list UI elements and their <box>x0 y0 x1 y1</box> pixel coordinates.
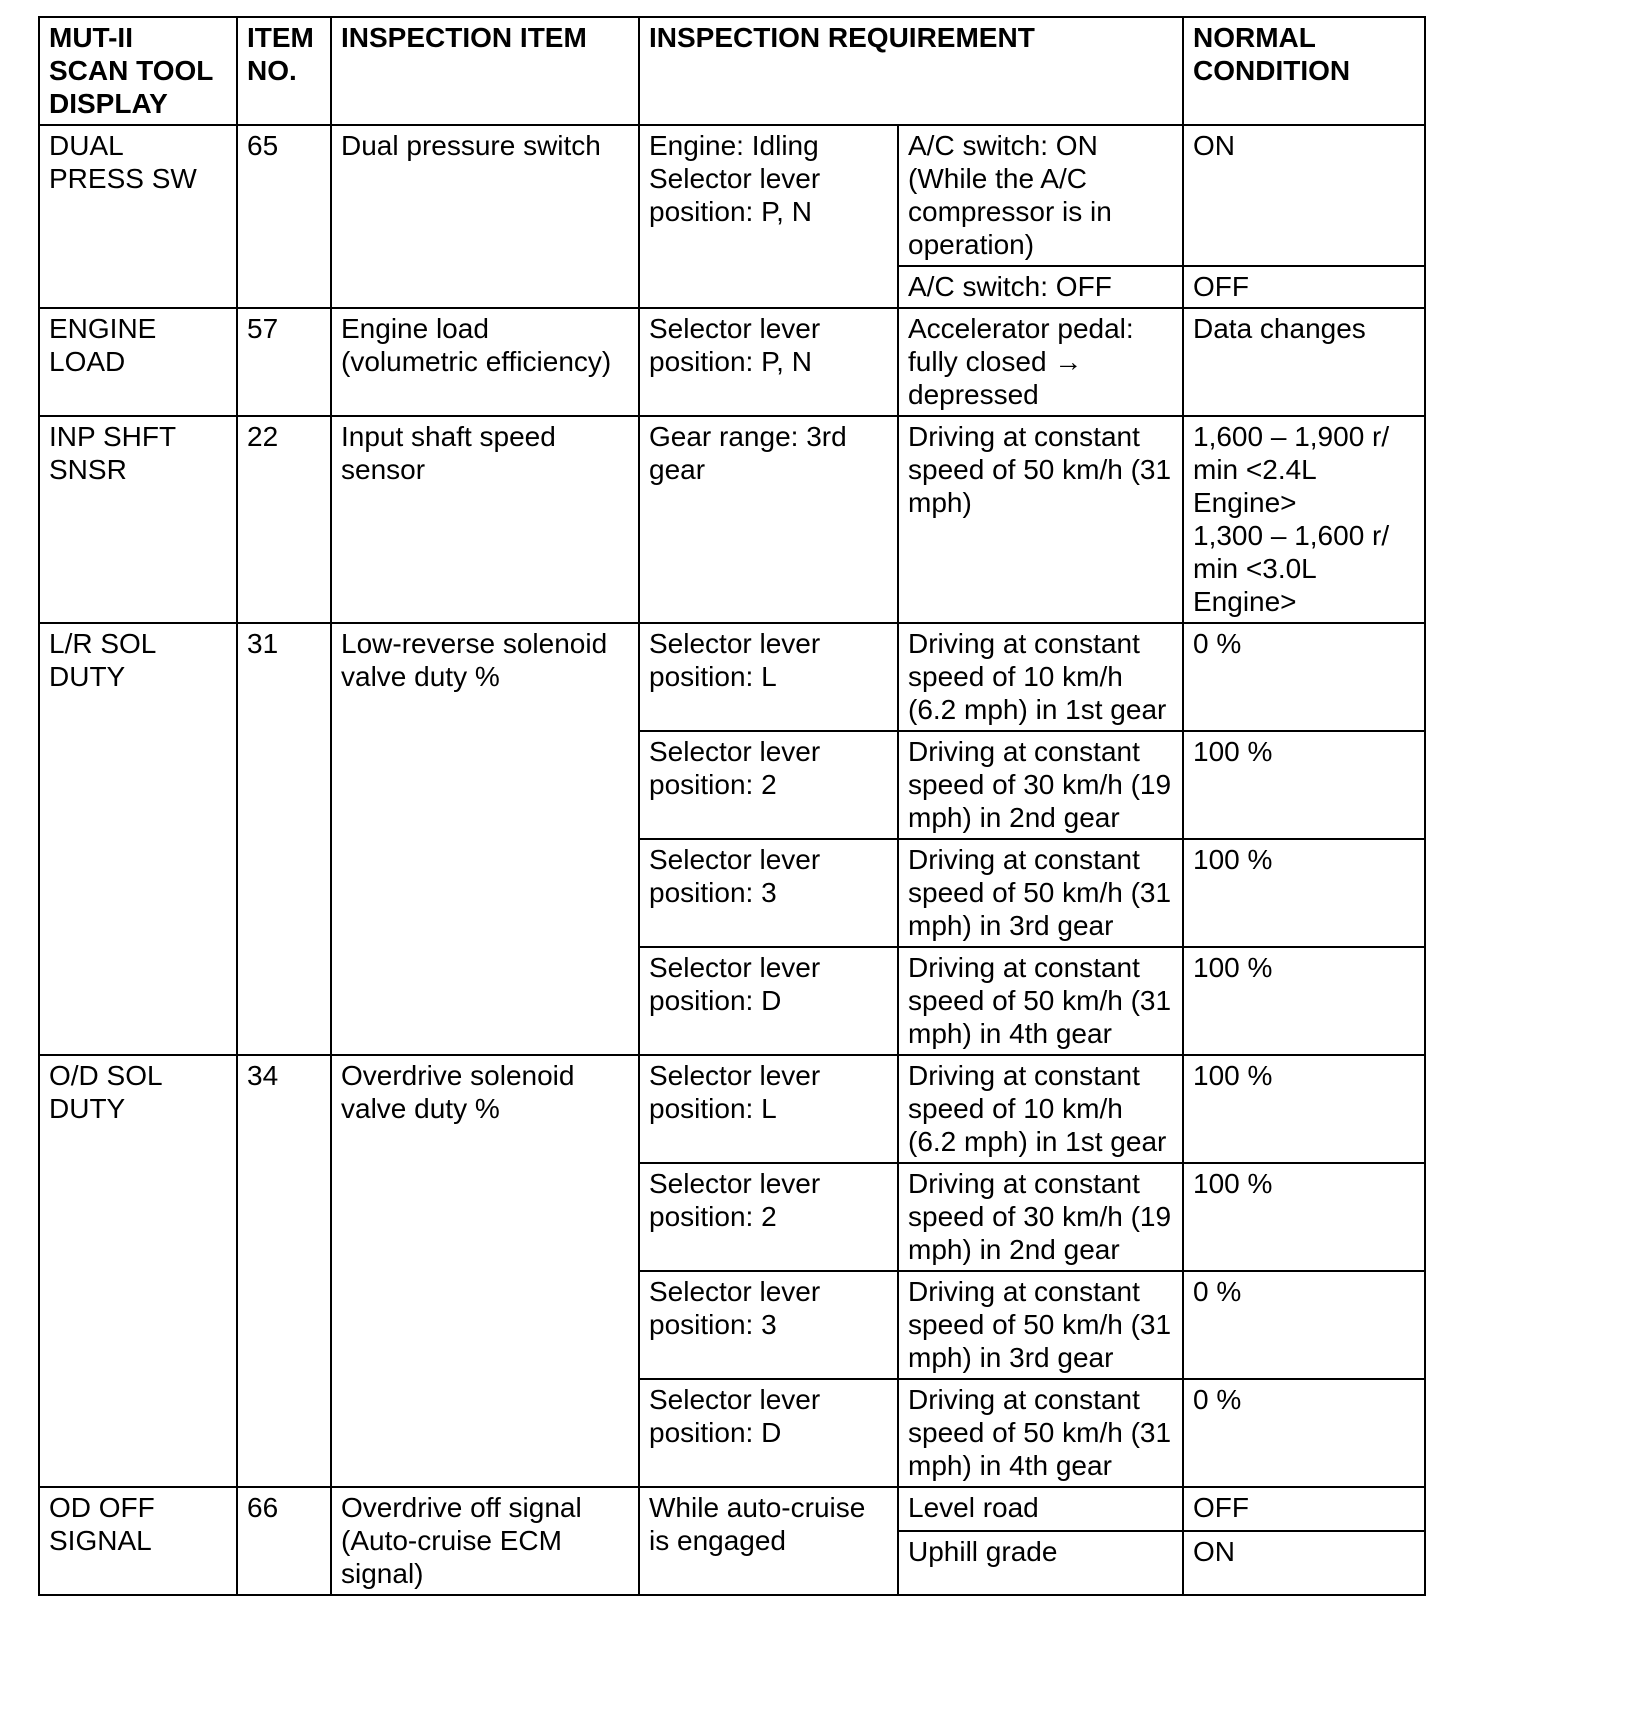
display-cell: O/D SOL DUTY <box>39 1055 237 1487</box>
table-row <box>39 125 1425 266</box>
item-no-cell: 65 <box>237 125 331 308</box>
normal-cell: 100 % <box>1183 1055 1425 1163</box>
item-no-cell: 22 <box>237 416 331 623</box>
inspection-item-cell: Dual pressure switch <box>331 125 639 308</box>
normal-cell: 100 % <box>1183 839 1425 947</box>
inspection-item-cell: Overdrive off signal (Auto-cruise ECM signal) <box>331 1487 639 1595</box>
condition-cell: A/C switch: ON (While the A/C compressor is in operation) <box>898 125 1183 266</box>
header-inspection-item: INSPECTION ITEM <box>331 17 639 125</box>
condition-cell: Driving at constant speed of 50 km/h (31 mph) in 4th gear <box>898 1379 1183 1487</box>
header-inspection-requirement: INSPECTION REQUIREMENT <box>639 17 1183 125</box>
display-cell: OD OFF SIGNAL <box>39 1487 237 1595</box>
requirement-cell: Selector lever position: D <box>639 947 898 1055</box>
table-row <box>39 416 1425 623</box>
inspection-table <box>38 16 1426 1596</box>
table-row <box>39 1055 1425 1163</box>
inspection-item-cell: Overdrive solenoid valve duty % <box>331 1055 639 1487</box>
inspection-item-cell: Input shaft speed sensor <box>331 416 639 623</box>
table-row <box>39 623 1425 731</box>
header-item-no: ITEM NO. <box>237 17 331 125</box>
item-no-cell: 66 <box>237 1487 331 1595</box>
condition-cell: Accelerator pedal: fully closed → depressed <box>898 308 1183 416</box>
display-cell: DUAL PRESS SW <box>39 125 237 308</box>
condition-cell: Driving at constant speed of 10 km/h (6.2 mph) in 1st gear <box>898 623 1183 731</box>
normal-cell: ON <box>1183 1531 1425 1595</box>
header-row <box>39 17 1425 125</box>
item-no-cell: 57 <box>237 308 331 416</box>
normal-cell: 0 % <box>1183 1271 1425 1379</box>
normal-cell: 1,600 – 1,900 r/ min <2.4L Engine> 1,300 – 1,600 r/ min <3.0L Engine> <box>1183 416 1425 623</box>
requirement-cell: While auto-cruise is engaged <box>639 1487 898 1595</box>
condition-cell: Driving at constant speed of 30 km/h (19 mph) in 2nd gear <box>898 731 1183 839</box>
requirement-cell: Engine: Idling Selector lever position: P, N <box>639 125 898 308</box>
normal-cell: 0 % <box>1183 1379 1425 1487</box>
normal-cell: 100 % <box>1183 731 1425 839</box>
condition-cell: Driving at constant speed of 50 km/h (31 mph) in 3rd gear <box>898 1271 1183 1379</box>
normal-cell: OFF <box>1183 1487 1425 1531</box>
normal-cell: OFF <box>1183 266 1425 308</box>
item-no-cell: 31 <box>237 623 331 1055</box>
table-row <box>39 308 1425 416</box>
inspection-item-cell: Engine load (volumetric efficiency) <box>331 308 639 416</box>
requirement-cell: Selector lever position: 3 <box>639 839 898 947</box>
display-cell: INP SHFT SNSR <box>39 416 237 623</box>
condition-cell: Driving at constant speed of 50 km/h (31 mph) in 4th gear <box>898 947 1183 1055</box>
condition-cell: A/C switch: OFF <box>898 266 1183 308</box>
inspection-item-cell: Low-reverse solenoid valve duty % <box>331 623 639 1055</box>
requirement-cell: Selector lever position: 3 <box>639 1271 898 1379</box>
condition-cell: Driving at constant speed of 50 km/h (31 mph) in 3rd gear <box>898 839 1183 947</box>
condition-cell: Driving at constant speed of 50 km/h (31 mph) <box>898 416 1183 623</box>
condition-cell: Level road <box>898 1487 1183 1531</box>
requirement-cell: Selector lever position: 2 <box>639 1163 898 1271</box>
normal-cell: ON <box>1183 125 1425 266</box>
display-cell: L/R SOL DUTY <box>39 623 237 1055</box>
condition-cell: Driving at constant speed of 10 km/h (6.2 mph) in 1st gear <box>898 1055 1183 1163</box>
item-no-cell: 34 <box>237 1055 331 1487</box>
requirement-cell: Gear range: 3rd gear <box>639 416 898 623</box>
requirement-cell: Selector lever position: P, N <box>639 308 898 416</box>
requirement-cell: Selector lever position: 2 <box>639 731 898 839</box>
condition-cell: Driving at constant speed of 30 km/h (19 mph) in 2nd gear <box>898 1163 1183 1271</box>
requirement-cell: Selector lever position: L <box>639 1055 898 1163</box>
table-row <box>39 1487 1425 1531</box>
condition-cell: Uphill grade <box>898 1531 1183 1595</box>
normal-cell: 100 % <box>1183 947 1425 1055</box>
header-normal-condition: NORMAL CONDITION <box>1183 17 1425 125</box>
requirement-cell: Selector lever position: D <box>639 1379 898 1487</box>
requirement-cell: Selector lever position: L <box>639 623 898 731</box>
header-display: MUT-II SCAN TOOL DISPLAY <box>39 17 237 125</box>
normal-cell: 100 % <box>1183 1163 1425 1271</box>
display-cell: ENGINE LOAD <box>39 308 237 416</box>
normal-cell: Data changes <box>1183 308 1425 416</box>
normal-cell: 0 % <box>1183 623 1425 731</box>
